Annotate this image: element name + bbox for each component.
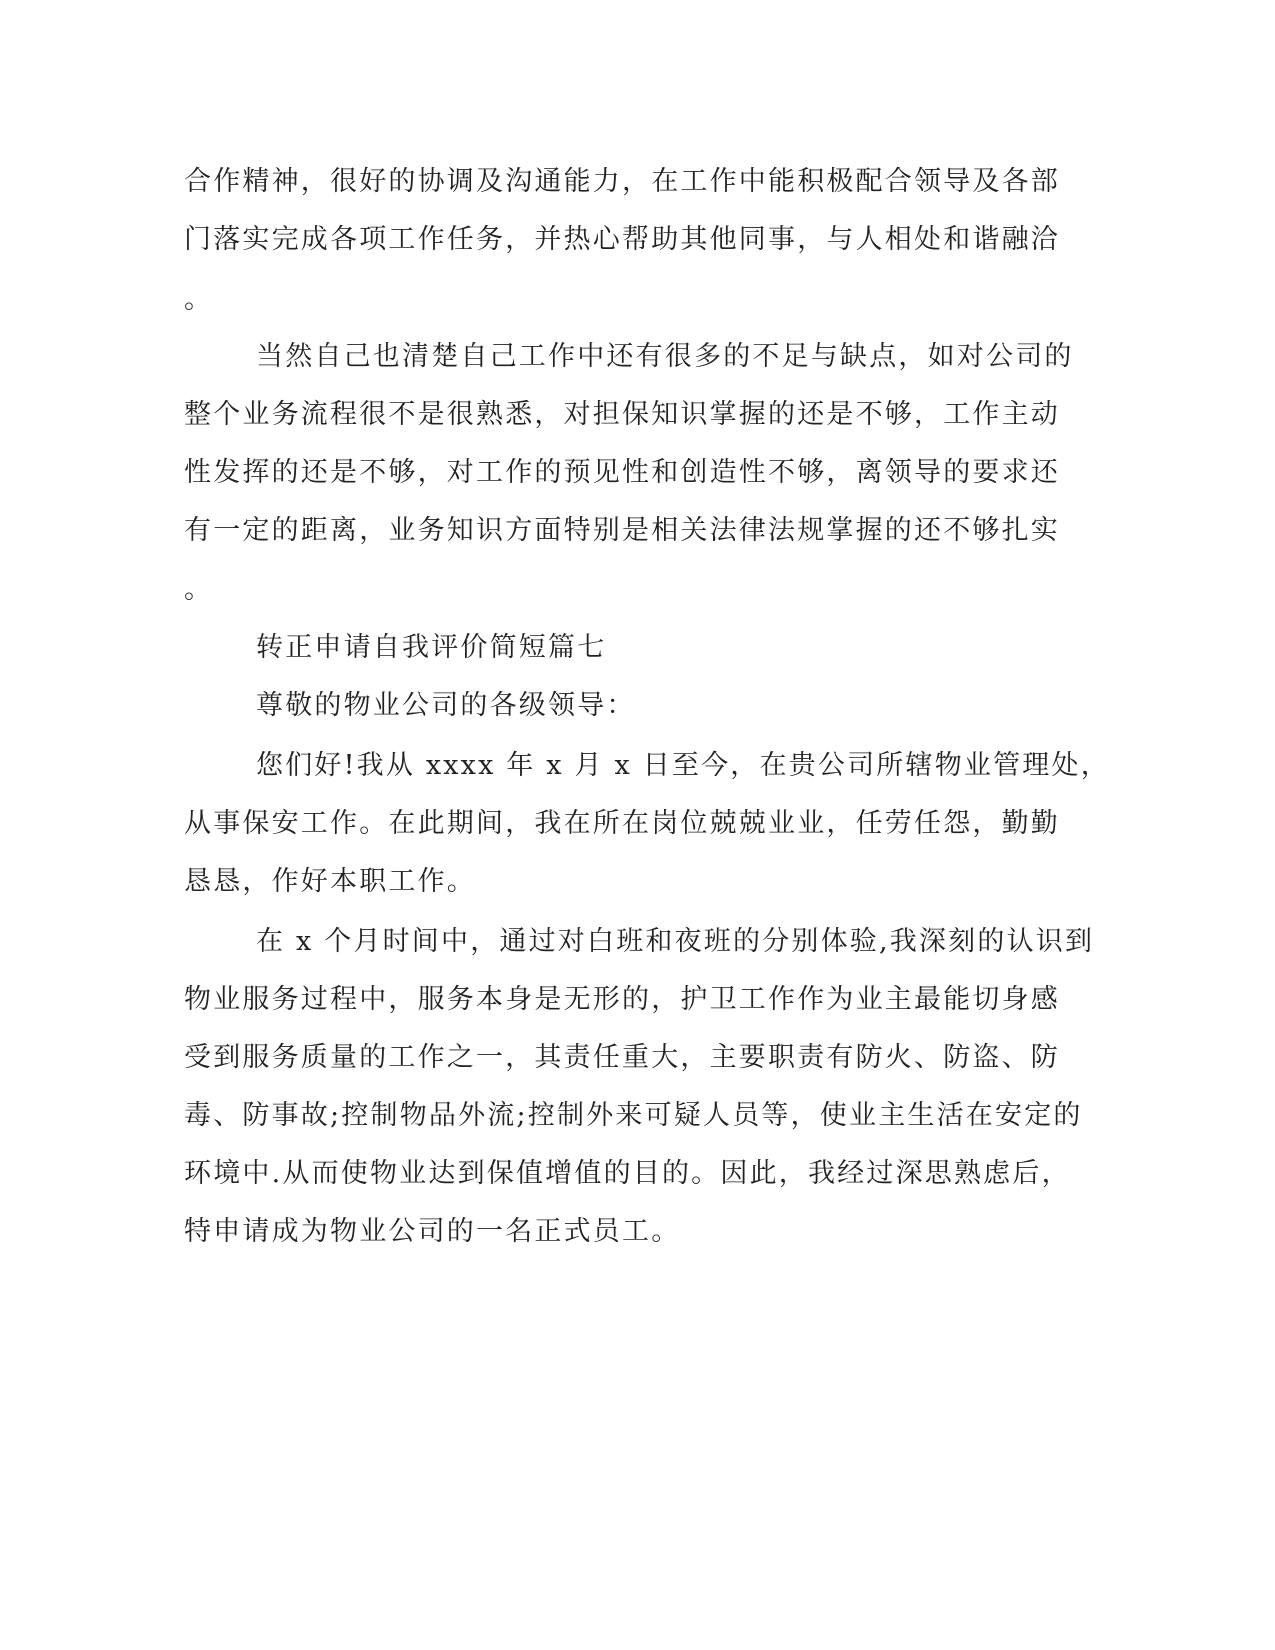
paragraph-line: 环境中.从而使物业达到保值增值的目的。因此，我经过深思熟虑后， [184, 1158, 1071, 1189]
paragraph-line: 性发挥的还是不够，对工作的预见性和创造性不够，离领导的要求还 [184, 457, 1060, 488]
section-heading: 转正申请自我评价简短篇七 [256, 632, 607, 663]
salutation: 尊敬的物业公司的各级领导： [256, 690, 636, 721]
paragraph-line: 。 [184, 284, 214, 315]
paragraph-line: 特申请成为物业公司的一名正式员工。 [184, 1216, 681, 1247]
paragraph-line: 合作精神，很好的协调及沟通能力，在工作中能积极配合领导及各部 [184, 166, 1060, 197]
paragraph-line: 有一定的距离，业务知识方面特别是相关法律法规掌握的还不够扎实 [184, 515, 1060, 546]
paragraph-line: 受到服务质量的工作之一，其责任重大，主要职责有防火、防盗、防 [184, 1042, 1060, 1073]
paragraph-line: 恳恳，作好本职工作。 [184, 866, 476, 897]
paragraph-line: 。 [184, 574, 214, 605]
paragraph-line: 在 x 个月时间中，通过对白班和夜班的分别体验,我深刻的认识到 [256, 926, 1095, 957]
paragraph-line: 您们好!我从 xxxx 年 x 月 x 日至今，在贵公司所辖物业管理处， [256, 750, 1110, 781]
paragraph-line: 整个业务流程很不是很熟悉，对担保知识掌握的还是不够，工作主动 [184, 399, 1060, 430]
paragraph-line: 从事保安工作。在此期间，我在所在岗位兢兢业业，任劳任怨，勤勤 [184, 808, 1060, 839]
paragraph-line: 毒、防事故;控制物品外流;控制外来可疑人员等，使业主生活在安定的 [184, 1100, 1083, 1131]
paragraph-line: 物业服务过程中，服务本身是无形的，护卫工作作为业主最能切身感 [184, 984, 1060, 1015]
paragraph-line: 当然自己也清楚自己工作中还有很多的不足与缺点，如对公司的 [256, 341, 1074, 372]
paragraph-line: 门落实完成各项工作任务，并热心帮助其他同事，与人相处和谐融洽 [184, 224, 1060, 255]
